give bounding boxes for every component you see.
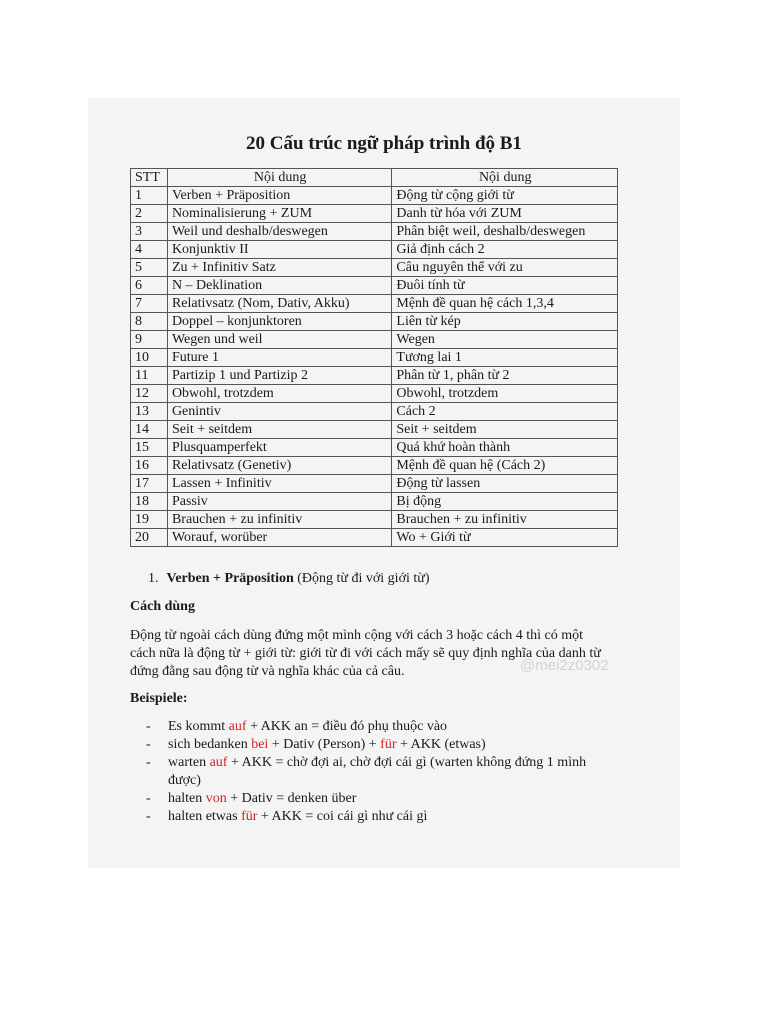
example-dash: - — [146, 809, 151, 824]
row-content-de: Zu + Infinitiv Satz — [167, 259, 391, 277]
table-row — [131, 313, 618, 331]
example-item — [146, 754, 616, 790]
example-text: + AKK = chờ đợi ai, chờ đợi cái gì (warten không đứng 1 mình được) — [168, 755, 587, 788]
example-dash: - — [146, 719, 151, 734]
row-stt: 15 — [131, 439, 168, 457]
row-stt: 4 — [131, 241, 168, 259]
row-content-de: Wegen und weil — [167, 331, 391, 349]
row-stt: 9 — [131, 331, 168, 349]
table-row — [131, 259, 618, 277]
row-content-de: Doppel – konjunktoren — [167, 313, 391, 331]
row-stt: 10 — [131, 349, 168, 367]
section-heading — [148, 571, 430, 587]
example-preposition: auf — [228, 719, 247, 734]
table-header-row — [131, 169, 618, 187]
table-row — [131, 331, 618, 349]
example-dash: - — [146, 755, 151, 770]
example-preposition: auf — [209, 755, 228, 770]
table-row — [131, 385, 618, 403]
row-stt: 20 — [131, 529, 168, 547]
row-content-vi: Tương lai 1 — [392, 349, 618, 367]
row-content-de: Weil und deshalb/deswegen — [167, 223, 391, 241]
example-item — [146, 808, 616, 826]
row-stt: 7 — [131, 295, 168, 313]
row-content-de: Relativsatz (Nom, Dativ, Akku) — [167, 295, 391, 313]
row-content-vi: Phân biệt weil, deshalb/deswegen — [392, 223, 618, 241]
table-row — [131, 187, 618, 205]
row-content-vi: Seit + seitdem — [392, 421, 618, 439]
section-title: Verben + Präposition — [166, 571, 294, 586]
row-content-vi: Brauchen + zu infinitiv — [392, 511, 618, 529]
row-content-vi: Câu nguyên thể với zu — [392, 259, 618, 277]
row-content-de: N – Deklination — [167, 277, 391, 295]
row-stt: 19 — [131, 511, 168, 529]
row-content-de: Passiv — [167, 493, 391, 511]
row-content-vi: Bị động — [392, 493, 618, 511]
example-preposition: für — [380, 737, 397, 752]
row-content-de: Obwohl, trotzdem — [167, 385, 391, 403]
row-content-vi: Đuôi tính từ — [392, 277, 618, 295]
table-row — [131, 511, 618, 529]
row-stt: 6 — [131, 277, 168, 295]
table-body — [131, 187, 618, 547]
table-row — [131, 295, 618, 313]
section-number: 1. — [148, 571, 159, 586]
row-stt: 5 — [131, 259, 168, 277]
header-stt: STT — [131, 169, 168, 187]
row-content-vi: Danh từ hóa với ZUM — [392, 205, 618, 223]
example-dash: - — [146, 791, 151, 806]
table-row — [131, 457, 618, 475]
example-text: Es kommt — [168, 719, 229, 734]
row-content-de: Genintiv — [167, 403, 391, 421]
row-content-de: Konjunktiv II — [167, 241, 391, 259]
example-text: + AKK (etwas) — [396, 737, 486, 752]
example-text: + AKK an = điều đó phụ thuộc vào — [246, 719, 448, 734]
header-content-vi: Nội dung — [392, 169, 618, 187]
example-item — [146, 736, 616, 754]
row-stt: 16 — [131, 457, 168, 475]
beispiele-heading: Beispiele: — [130, 691, 188, 706]
example-text: + Dativ (Person) + — [268, 737, 381, 752]
example-list — [146, 718, 616, 826]
example-text: halten — [168, 791, 206, 806]
example-preposition: für — [241, 809, 258, 824]
row-stt: 2 — [131, 205, 168, 223]
table-row — [131, 403, 618, 421]
row-content-vi: Liên từ kép — [392, 313, 618, 331]
row-content-de: Verben + Präposition — [167, 187, 391, 205]
table-row — [131, 475, 618, 493]
section-note: (Động từ đi với giới từ) — [297, 571, 430, 586]
document-title: 20 Cấu trúc ngữ pháp trình độ B1 — [246, 133, 522, 154]
table-row — [131, 529, 618, 547]
example-text: halten etwas — [168, 809, 242, 824]
row-stt: 14 — [131, 421, 168, 439]
row-content-de: Brauchen + zu infinitiv — [167, 511, 391, 529]
table-row — [131, 349, 618, 367]
row-stt: 8 — [131, 313, 168, 331]
example-text: sich bedanken — [168, 737, 252, 752]
example-item — [146, 718, 616, 736]
table-row — [131, 223, 618, 241]
row-content-vi: Động từ lassen — [392, 475, 618, 493]
row-stt: 1 — [131, 187, 168, 205]
table-row — [131, 241, 618, 259]
row-stt: 13 — [131, 403, 168, 421]
row-content-vi: Động từ cộng giới từ — [392, 187, 618, 205]
example-text: + Dativ = denken über — [226, 791, 357, 806]
row-content-vi: Phân từ 1, phân từ 2 — [392, 367, 618, 385]
row-content-vi: Wo + Giới từ — [392, 529, 618, 547]
row-content-de: Partizip 1 und Partizip 2 — [167, 367, 391, 385]
row-stt: 3 — [131, 223, 168, 241]
row-content-de: Nominalisierung + ZUM — [167, 205, 391, 223]
row-content-de: Seit + seitdem — [167, 421, 391, 439]
table-row — [131, 421, 618, 439]
table-row — [131, 367, 618, 385]
row-content-vi: Obwohl, trotzdem — [392, 385, 618, 403]
example-text: warten — [168, 755, 210, 770]
row-stt: 12 — [131, 385, 168, 403]
row-content-de: Plusquamperfekt — [167, 439, 391, 457]
row-stt: 18 — [131, 493, 168, 511]
table-row — [131, 205, 618, 223]
example-preposition: von — [205, 791, 227, 806]
row-content-de: Future 1 — [167, 349, 391, 367]
table-row — [131, 439, 618, 457]
header-content-de: Nội dung — [167, 169, 391, 187]
watermark: @mei2z0302 — [520, 657, 609, 674]
row-content-vi: Cách 2 — [392, 403, 618, 421]
example-dash: - — [146, 737, 151, 752]
row-content-de: Lassen + Infinitiv — [167, 475, 391, 493]
row-content-vi: Wegen — [392, 331, 618, 349]
row-content-de: Worauf, worüber — [167, 529, 391, 547]
table-row — [131, 493, 618, 511]
grammar-table — [130, 168, 618, 547]
row-content-vi: Mệnh đề quan hệ (Cách 2) — [392, 457, 618, 475]
row-content-de: Relativsatz (Genetiv) — [167, 457, 391, 475]
row-stt: 17 — [131, 475, 168, 493]
row-content-vi: Mệnh đề quan hệ cách 1,3,4 — [392, 295, 618, 313]
example-text: + AKK = coi cái gì như cái gì — [257, 809, 428, 824]
row-content-vi: Giả định cách 2 — [392, 241, 618, 259]
row-content-vi: Quá khứ hoàn thành — [392, 439, 618, 457]
cach-dung-heading: Cách dùng — [130, 599, 195, 614]
example-item — [146, 790, 616, 808]
example-preposition: bei — [251, 737, 269, 752]
cach-dung-text: Động từ ngoài cách dùng đứng một mình cộng với cách 3 hoặc cách 4 thì có một cách nữa là động từ + giới từ: giới từ đi với cách mấy sẽ quy định nghĩa của danh từ đứng đằng sau động từ và nghĩa khác của cả câu. — [130, 628, 601, 679]
row-stt: 11 — [131, 367, 168, 385]
table-row — [131, 277, 618, 295]
